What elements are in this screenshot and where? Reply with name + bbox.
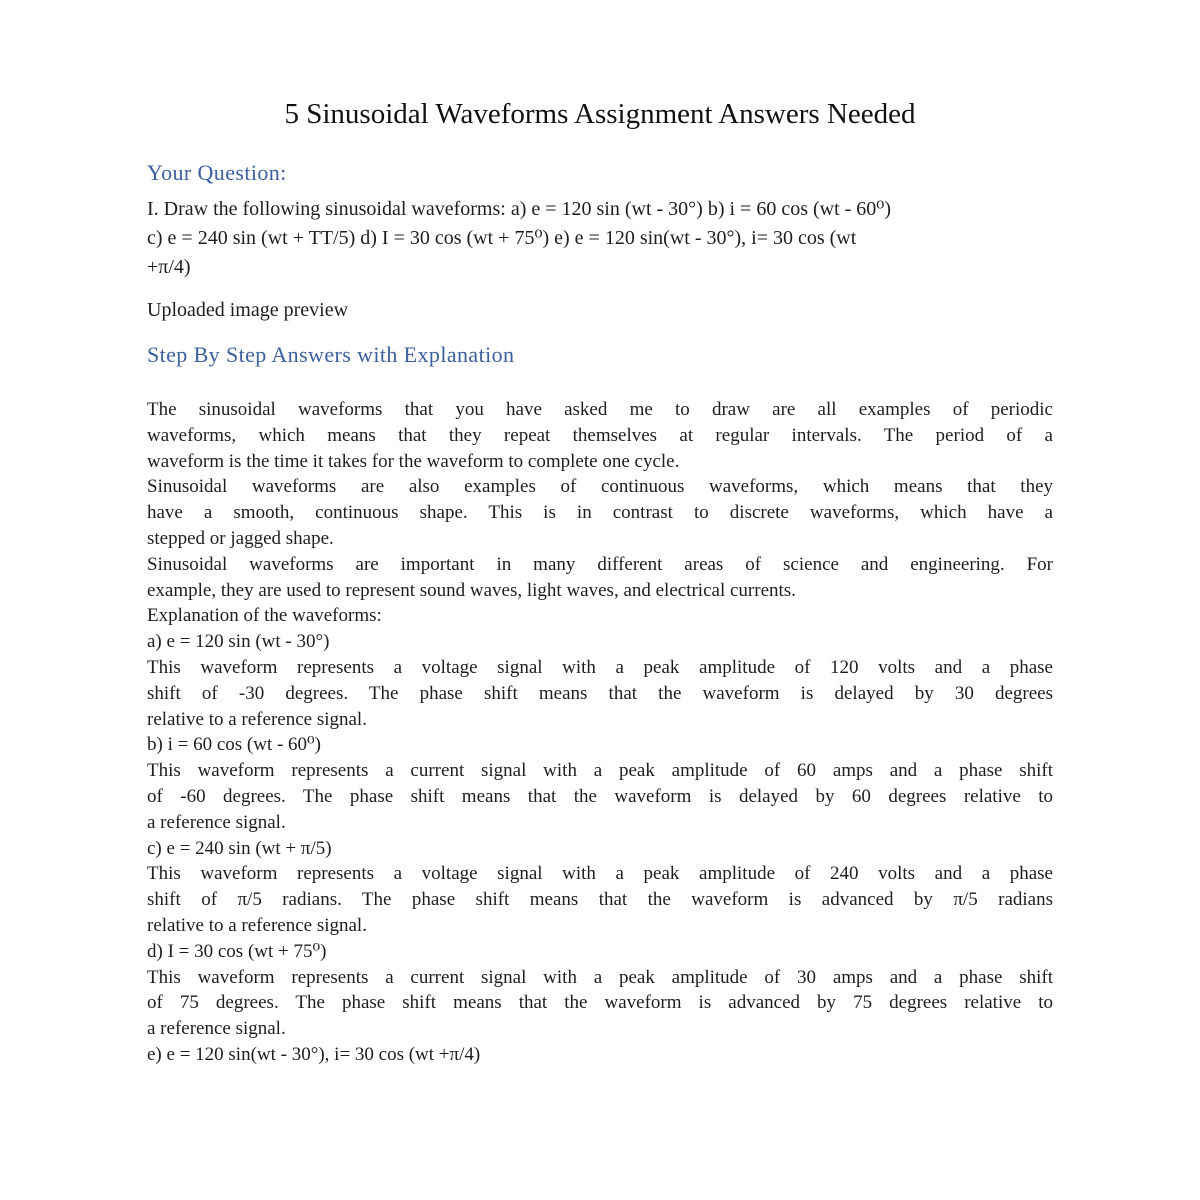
body-line: b) i = 60 cos (wt - 60⁰) (147, 734, 321, 756)
body-line: The sinusoidal waveforms that you have asked me to draw are all examples of periodic (147, 399, 1053, 420)
question-line: I. Draw the following sinusoidal waveforms: a) e = 120 sin (wt - 30°) b) i = 60 cos (wt - 60⁰) (147, 198, 891, 220)
body-line: shift of -30 degrees. The phase shift means that the waveform is delayed by 30 degrees (147, 682, 1053, 704)
body-paragraph (147, 732, 1053, 758)
body-line: waveforms, which means that they repeat themselves at regular intervals. The period of a (147, 424, 1053, 446)
body-line: shift of π/5 radians. The phase shift means that the waveform is advanced by π/5 radians (147, 889, 1053, 911)
question-line: c) e = 240 sin (wt + TT/5) d) I = 30 cos (wt + 75⁰) e) e = 120 sin(wt - 30°), i= 30 cos (wt (147, 227, 857, 249)
body-line: a) e = 120 sin (wt - 30°) (147, 631, 330, 653)
body-line: example, they are used to represent sound waves, light waves, and electrical currents. (147, 579, 796, 601)
body-paragraph (147, 552, 1053, 604)
question-line: +π/4) (147, 256, 191, 278)
body-line: waveform is the time it takes for the waveform to complete one cycle. (147, 450, 680, 472)
body-paragraph (147, 474, 1053, 551)
body-line: relative to a reference signal. (147, 708, 367, 730)
body-line: stepped or jagged shape. (147, 527, 334, 549)
answers-body (147, 397, 1053, 1068)
body-line: Sinusoidal waveforms are important in many different areas of science and engineering. For (147, 553, 1053, 575)
body-paragraph (147, 836, 1053, 862)
body-paragraph (147, 965, 1053, 1042)
question-text (147, 195, 1053, 282)
body-line: This waveform represents a voltage signal with a peak amplitude of 120 volts and a phase (147, 656, 1053, 678)
body-line: a reference signal. (147, 811, 286, 833)
body-paragraph (147, 397, 1053, 474)
body-line: Explanation of the waveforms: (147, 605, 382, 627)
body-line: a reference signal. (147, 1018, 286, 1040)
page-title: 5 Sinusoidal Waveforms Assignment Answers Needed (284, 98, 916, 130)
body-paragraph (147, 603, 1053, 629)
body-paragraph (147, 629, 1053, 655)
body-line: have a smooth, continuous shape. This is in contrast to discrete waveforms, which have a (147, 502, 1053, 524)
document-content (147, 0, 1053, 1068)
body-paragraph (147, 1042, 1053, 1068)
body-paragraph (147, 655, 1053, 732)
body-line: This waveform represents a current signal with a peak amplitude of 60 amps and a phase shift (147, 760, 1053, 782)
body-line: This waveform represents a current signal with a peak amplitude of 30 amps and a phase shift (147, 966, 1053, 988)
body-line: of -60 degrees. The phase shift means that the waveform is delayed by 60 degrees relative to (147, 785, 1053, 807)
body-line: relative to a reference signal. (147, 914, 367, 936)
body-paragraph (147, 758, 1053, 835)
body-line: d) I = 30 cos (wt + 75⁰) (147, 940, 327, 962)
your-question-heading: Your Question: (147, 160, 287, 185)
body-line: e) e = 120 sin(wt - 30°), i= 30 cos (wt +π/4) (147, 1043, 481, 1065)
body-line: Sinusoidal waveforms are also examples of continuous waveforms, which means that they (147, 476, 1053, 498)
body-paragraph (147, 939, 1053, 965)
body-line: of 75 degrees. The phase shift means that the waveform is advanced by 75 degrees relative to (147, 992, 1053, 1014)
body-line: This waveform represents a voltage signal with a peak amplitude of 240 volts and a phase (147, 863, 1053, 885)
answers-heading: Step By Step Answers with Explanation (147, 342, 515, 367)
uploaded-image-note: Uploaded image preview (147, 299, 349, 321)
body-line: c) e = 240 sin (wt + π/5) (147, 837, 332, 859)
body-paragraph (147, 861, 1053, 938)
